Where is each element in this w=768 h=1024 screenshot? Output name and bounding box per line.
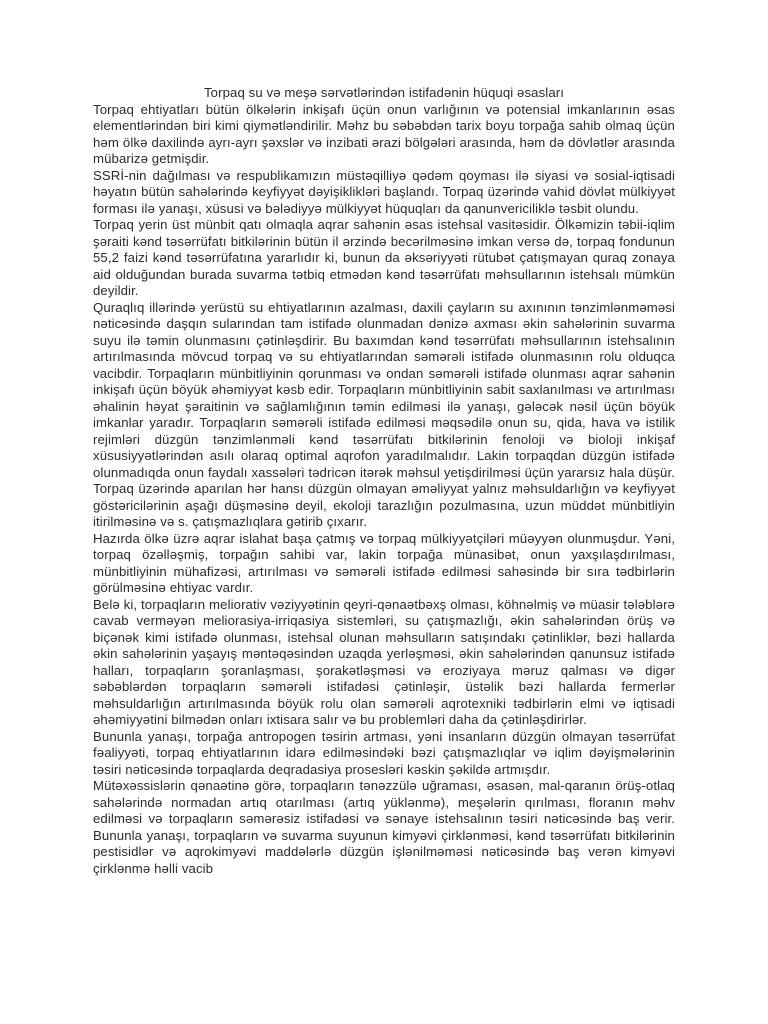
paragraph-melioration: Belə ki, torpaqların meliorativ vəziyyətinin qeyri-qənaətbəxş olması, köhnəlmiş və müasir tələblərə cavab verməyən meliorasiya-irriqasiya sistemləri, su çatışmazlığı, əkin sahələrindən örüş və biçənək kimi istifadə olunması, istehsal olunan məhsulların satışındakı çətinliklər, bəzi hallarda əkin sahələrinin yaşayış məntəqəsindən uzaqda yerləşməsi, əkin sahələrindən qanunsuz istifadə halları, torpaqların şoranlaşması, şorakətləşməsi və eroziyaya məruz qalması və digər səbəblərdən torpaqların səmərəli istifadəsi çətinləşir, üstəlik bəzi hallarda fermerlər məhsuldarlığın artırılmasında böyük rolu olan səmərəli aqrotexniki tədbirlərin elmi və iqtisadi əhəmiyyətini bilmədən onları ixtisara salır və bu problemləri daha da çətinləşdirirlər. bbox=[93, 596, 675, 727]
paragraph-degradation-causes: Mütəxəssislərin qənaətinə görə, torpaqların tənəzzülə uğraması, əsasən, mal-qaranın örüş-otlaq sahələrində normadan artıq otarılması (artıq yüklənmə), meşələrin qırılması, floranın məhv edilməsi və torpaqların səmərəsiz istifadəsi və sənaye istehsalının təsiri nəticəsində baş verir. Bununla yanaşı, torpaqların və suvarma suyunun kimyəvi çirklənməsi, kənd təsərrüfatı bitkilərinin pestisidlər və aqrokimyəvi maddələrlə düzgün işlənilməməsi nəticəsində baş verən kimyəvi çirklənmə həlli vacib bbox=[93, 778, 675, 876]
document-body bbox=[93, 85, 675, 877]
paragraph-land-resources: Torpaq ehtiyatları bütün ölkələrin inkişafı üçün onun varlığının və potensial imkanlarının əsas elementlərindən biri kimi qiymətləndirilir. Məhz bu səbəbdən tarix boyu torpağa sahib olmaq üçün həm ölkə daxilində ayrı-ayrı şəxslər və inzibati ərazi bölgələri arasında, həm də dövlətlər arasında mübarizə getmişdir. bbox=[93, 101, 675, 166]
paragraph-agrarian-reform: Hazırda ölkə üzrə aqrar islahat başa çatmış və torpaq mülkiyyətçiləri müəyyən olunmuşdur. Yəni, torpaq özəlləşmiş, torpağın sahibi var, lakin torpağa münasibət, onun yaxşılaşdırılması, münbitliyinin mühafizəsi, artırılması və səmərəli istifadə edilməsi sahəsində bir sıra tədbirlərin görülməsinə ehtiyac vardır. bbox=[93, 530, 675, 595]
paragraph-anthropogenic-impact: Bununla yanaşı, torpağa antropogen təsirin artması, yəni insanların düzgün olmayan təsərrüfat fəaliyyəti, torpaq ehtiyatlarının idarə edilməsindəki bəzi çatışmazlıqlar və iqlim dəyişmələrinin təsiri nəticəsində torpaqlarda deqradasiya prosesləri kəskin şəkildə artmışdır. bbox=[93, 728, 675, 777]
document-title: Torpaq su və meşə sərvətlərindən istifadənin hüquqi əsasları bbox=[203, 85, 565, 100]
paragraph-soil-fertility: Torpaq yerin üst münbit qatı olmaqla aqrar sahənin əsas istehsal vasitəsidir. Ölkəmizin təbii-iqlim şəraiti kənd təsərrüfatı bitkilərinin bütün il ərzində becərilməsinə imkan versə də, torpaq fondunun 55,2 faizi kənd təsərrüfatına yararlıdır ki, bunun da əksəriyyəti rütubət çatışmayan quraq zonaya aid olduğundan burada suvarma tətbiq etmədən kənd təsərrüfatı məhsullarının istehsalı mümkün deyildir. bbox=[93, 217, 675, 298]
paragraph-independence: SSRİ-nin dağılması və respublikamızın müstəqilliyə qədəm qoyması ilə siyasi və sosial-iqtisadi həyatın bütün sahələrində keyfiyyət dəyişiklikləri başlandı. Torpaq üzərində vahid dövlət mülkiyyət forması ilə yanaşı, xüsusi və bələdiyyə mülkiyyət hüquqları da qanunvericiliklə təsbit olundu. bbox=[93, 167, 675, 216]
paragraph-drought-water: Quraqlıq illərində yerüstü su ehtiyatlarının azalması, daxili çayların su axınının tənzimlənməməsi nəticəsində daşqın sularından tam istifadə olunmadan dənizə axması əkin sahələrinin suvarma suyu ilə təmin olunmasını çətinləşdirir. Bu baxımdan kənd təsərrüfatı məhsullarının istehsalının artırılmasında mövcud torpaq və su ehtiyatlarından səmərəli istifadə olunmasının rolu olduqca vacibdir. Torpaqların münbitliyinin qorunması və ondan səmərəli istifadə olunması aqrar sahənin inkişafı üçün böyük əhəmiyyət kəsb edir. Torpaqların münbitliyinin sabit saxlanılması və artırılması əhalinin həyat şəraitinin və sağlamlığının təmin edilməsi ilə yanaşı, gələcək nəsil üçün böyük imkanlar yaradır. Torpaqların səmərəli istifadə edilməsi məqsədilə onun su, qida, hava və istilik rejimləri düzgün tənzimlənməli kənd təsərrüfatı bitkilərinin fenoloji və bioloji inkişaf xüsusiyyətlərindən asılı olaraq optimal aqrofon yaradılmalıdır. Lakin torpaqdan düzgün istifadə olunmadıqda onun faydalı xassələri tədricən itərək məhsul yetişdirilməsi üçün yararsız hala düşür. Torpaq üzərində aparılan hər hansı düzgün olmayan əməliyyat yalnız məhsuldarlığın və keyfiyyət göstəricilərinin aşağı düşməsinə deyil, ekoloji tarazlığın pozulmasına, uzun müddət münbitliyin itirilməsinə və s. çatışmazlıqlara gətirib çıxarır. bbox=[93, 299, 675, 529]
